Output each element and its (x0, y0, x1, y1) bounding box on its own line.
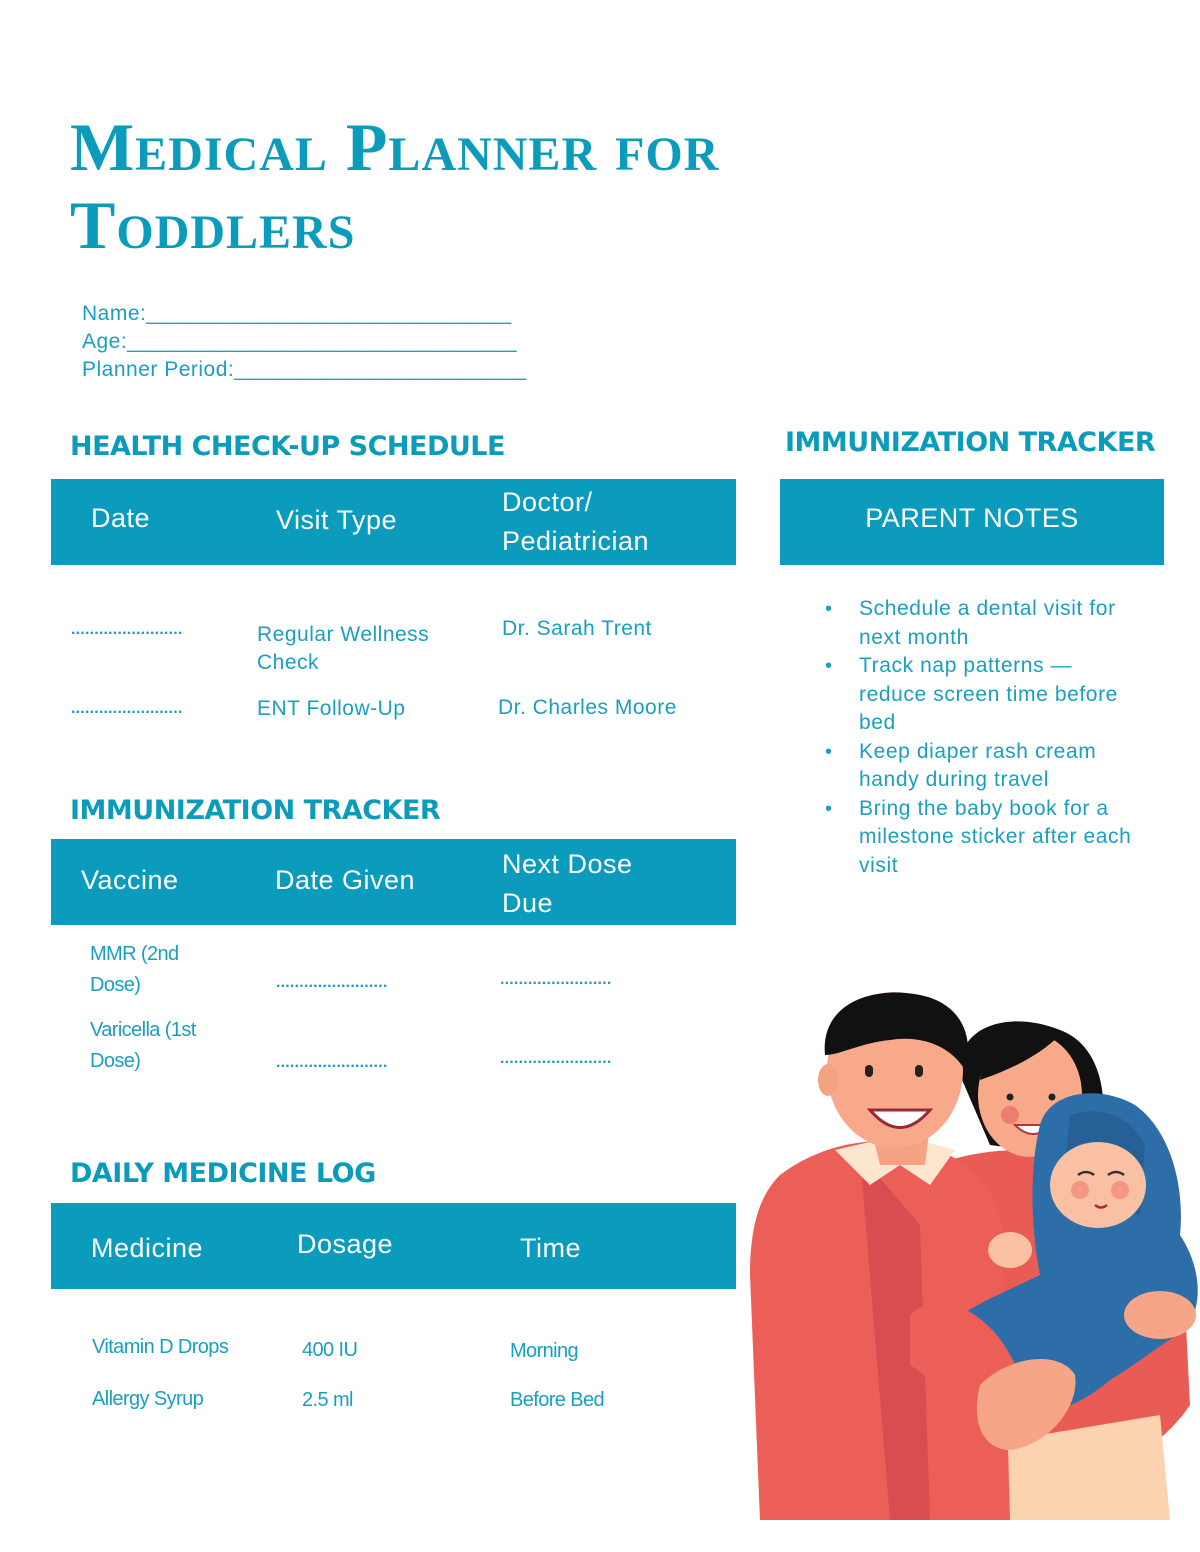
medicine-row-1-name: Vitamin D Drops (92, 1336, 229, 1358)
medicine-row-2-time: Before Bed (510, 1389, 605, 1411)
header-dosage: Dosage (297, 1229, 394, 1259)
checkup-header-bar (51, 479, 736, 565)
parent-notes-header: PARENT NOTES (865, 503, 1079, 533)
family-illustration (740, 985, 1200, 1520)
immunization-heading: IMMUNIZATION TRACKER (70, 795, 441, 826)
header-vaccine: Vaccine (81, 865, 179, 895)
list-item: • Schedule a dental visit for next month (815, 595, 1145, 652)
checkup-row-2-visit: ENT Follow-Up (257, 697, 406, 720)
planner-period-field[interactable]: Planner Period:________________________ (82, 358, 527, 381)
immunization-row-2-date-given[interactable]: ........................ (276, 1054, 388, 1071)
page-title: Medical Planner for Toddlers (70, 109, 720, 263)
medicine-row-2-dosage: 2.5 ml (302, 1389, 353, 1411)
parent-notes-bar (780, 479, 1164, 565)
header-time: Time (520, 1233, 581, 1263)
header-doctor: Doctor/ Pediatrician (502, 487, 650, 556)
checkup-row-2-date[interactable]: ........................ (71, 700, 183, 717)
list-item: • Track nap patterns — reduce screen time before bed (815, 652, 1145, 738)
age-field[interactable]: Age:________________________________ (82, 330, 517, 353)
checkup-row-2-doctor: Dr. Charles Moore (498, 696, 677, 719)
immunization-row-1-vaccine: MMR (2nd Dose) (90, 943, 179, 996)
medicine-heading: DAILY MEDICINE LOG (70, 1158, 376, 1189)
medicine-row-2-name: Allergy Syrup (92, 1388, 204, 1410)
sidebar-heading: IMMUNIZATION TRACKER (785, 427, 1156, 458)
medicine-row-1-time: Morning (510, 1340, 579, 1362)
immunization-row-2-next-dose[interactable]: ........................ (500, 1050, 612, 1067)
list-item: • Keep diaper rash cream handy during travel (815, 738, 1145, 795)
header-date: Date (91, 503, 151, 533)
header-visit-type: Visit Type (276, 505, 398, 535)
parent-notes-list (815, 595, 1145, 880)
header-medicine: Medicine (91, 1233, 204, 1263)
immunization-row-1-next-dose[interactable]: ........................ (500, 971, 612, 988)
medicine-header-bar (51, 1203, 736, 1289)
header-date-given: Date Given (275, 865, 416, 895)
immunization-row-2-vaccine: Varicella (1st Dose) (90, 1019, 196, 1072)
checkup-heading: HEALTH CHECK-UP SCHEDULE (70, 431, 505, 462)
medicine-row-1-dosage: 400 IU (302, 1339, 358, 1361)
list-item: • Bring the baby book for a milestone sticker after each visit (815, 795, 1145, 881)
header-next-dose: Next Dose Due (502, 849, 633, 918)
name-field[interactable]: Name:______________________________ (82, 302, 512, 325)
checkup-row-1-visit: Regular Wellness Check (257, 623, 430, 674)
immunization-header-bar (51, 839, 736, 925)
checkup-row-1-doctor: Dr. Sarah Trent (502, 617, 652, 640)
checkup-row-1-date[interactable]: ........................ (71, 621, 183, 638)
immunization-row-1-date-given[interactable]: ........................ (276, 974, 388, 991)
